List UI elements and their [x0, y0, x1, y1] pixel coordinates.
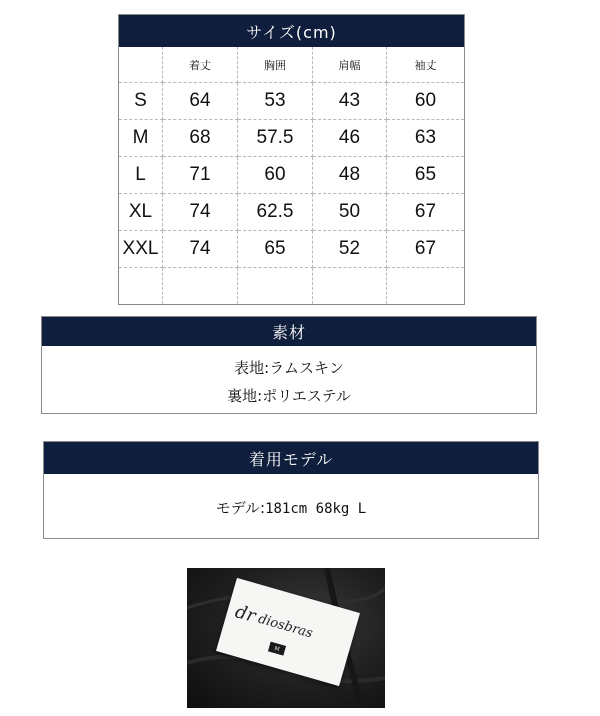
material-lining: 裏地:ポリエステル — [227, 387, 351, 405]
column-header-shoulder: 肩幅 — [313, 47, 387, 83]
row-size-label: S — [119, 83, 163, 120]
size-grid — [119, 47, 464, 304]
table-cell: 60 — [387, 83, 464, 120]
table-cell: 50 — [313, 194, 387, 231]
row-size-label: M — [119, 120, 163, 157]
table-cell: 64 — [163, 83, 238, 120]
material-title: 素材 — [42, 317, 536, 346]
table-cell: 46 — [313, 120, 387, 157]
model-box — [43, 441, 539, 539]
table-cell: 65 — [238, 231, 313, 268]
size-table — [118, 14, 465, 305]
model-info — [44, 497, 538, 518]
brand-name: diosbras — [256, 611, 315, 642]
row-size-label: XXL — [119, 231, 163, 268]
brand-logo-icon: dr — [232, 601, 258, 627]
table-cell: 48 — [313, 157, 387, 194]
table-cell — [238, 268, 313, 304]
column-header — [119, 47, 163, 83]
column-header-length: 着丈 — [163, 47, 238, 83]
table-cell — [163, 268, 238, 304]
table-cell: 52 — [313, 231, 387, 268]
table-cell: 53 — [238, 83, 313, 120]
model-label: モデル: — [215, 499, 266, 517]
row-size-label — [119, 268, 163, 304]
table-cell: 65 — [387, 157, 464, 194]
table-cell: 74 — [163, 194, 238, 231]
material-outer: 表地:ラムスキン — [234, 359, 344, 377]
model-title: 着用モデル — [44, 442, 538, 474]
table-cell: 67 — [387, 231, 464, 268]
column-header-sleeve: 袖丈 — [387, 47, 464, 83]
table-cell — [387, 268, 464, 304]
size-table-title: サイズ(cm) — [119, 15, 464, 47]
table-cell — [313, 268, 387, 304]
column-header-chest: 胸囲 — [238, 47, 313, 83]
row-size-label: L — [119, 157, 163, 194]
table-cell: 68 — [163, 120, 238, 157]
material-box — [41, 316, 537, 414]
table-cell: 63 — [387, 120, 464, 157]
table-cell: 57.5 — [238, 120, 313, 157]
table-cell: 43 — [313, 83, 387, 120]
table-cell: 60 — [238, 157, 313, 194]
table-cell: 74 — [163, 231, 238, 268]
model-spec: 181cm 68kg L — [265, 501, 367, 517]
row-size-label: XL — [119, 194, 163, 231]
table-cell: 62.5 — [238, 194, 313, 231]
table-cell: 67 — [387, 194, 464, 231]
table-cell: 71 — [163, 157, 238, 194]
size-tag: M — [268, 642, 286, 656]
